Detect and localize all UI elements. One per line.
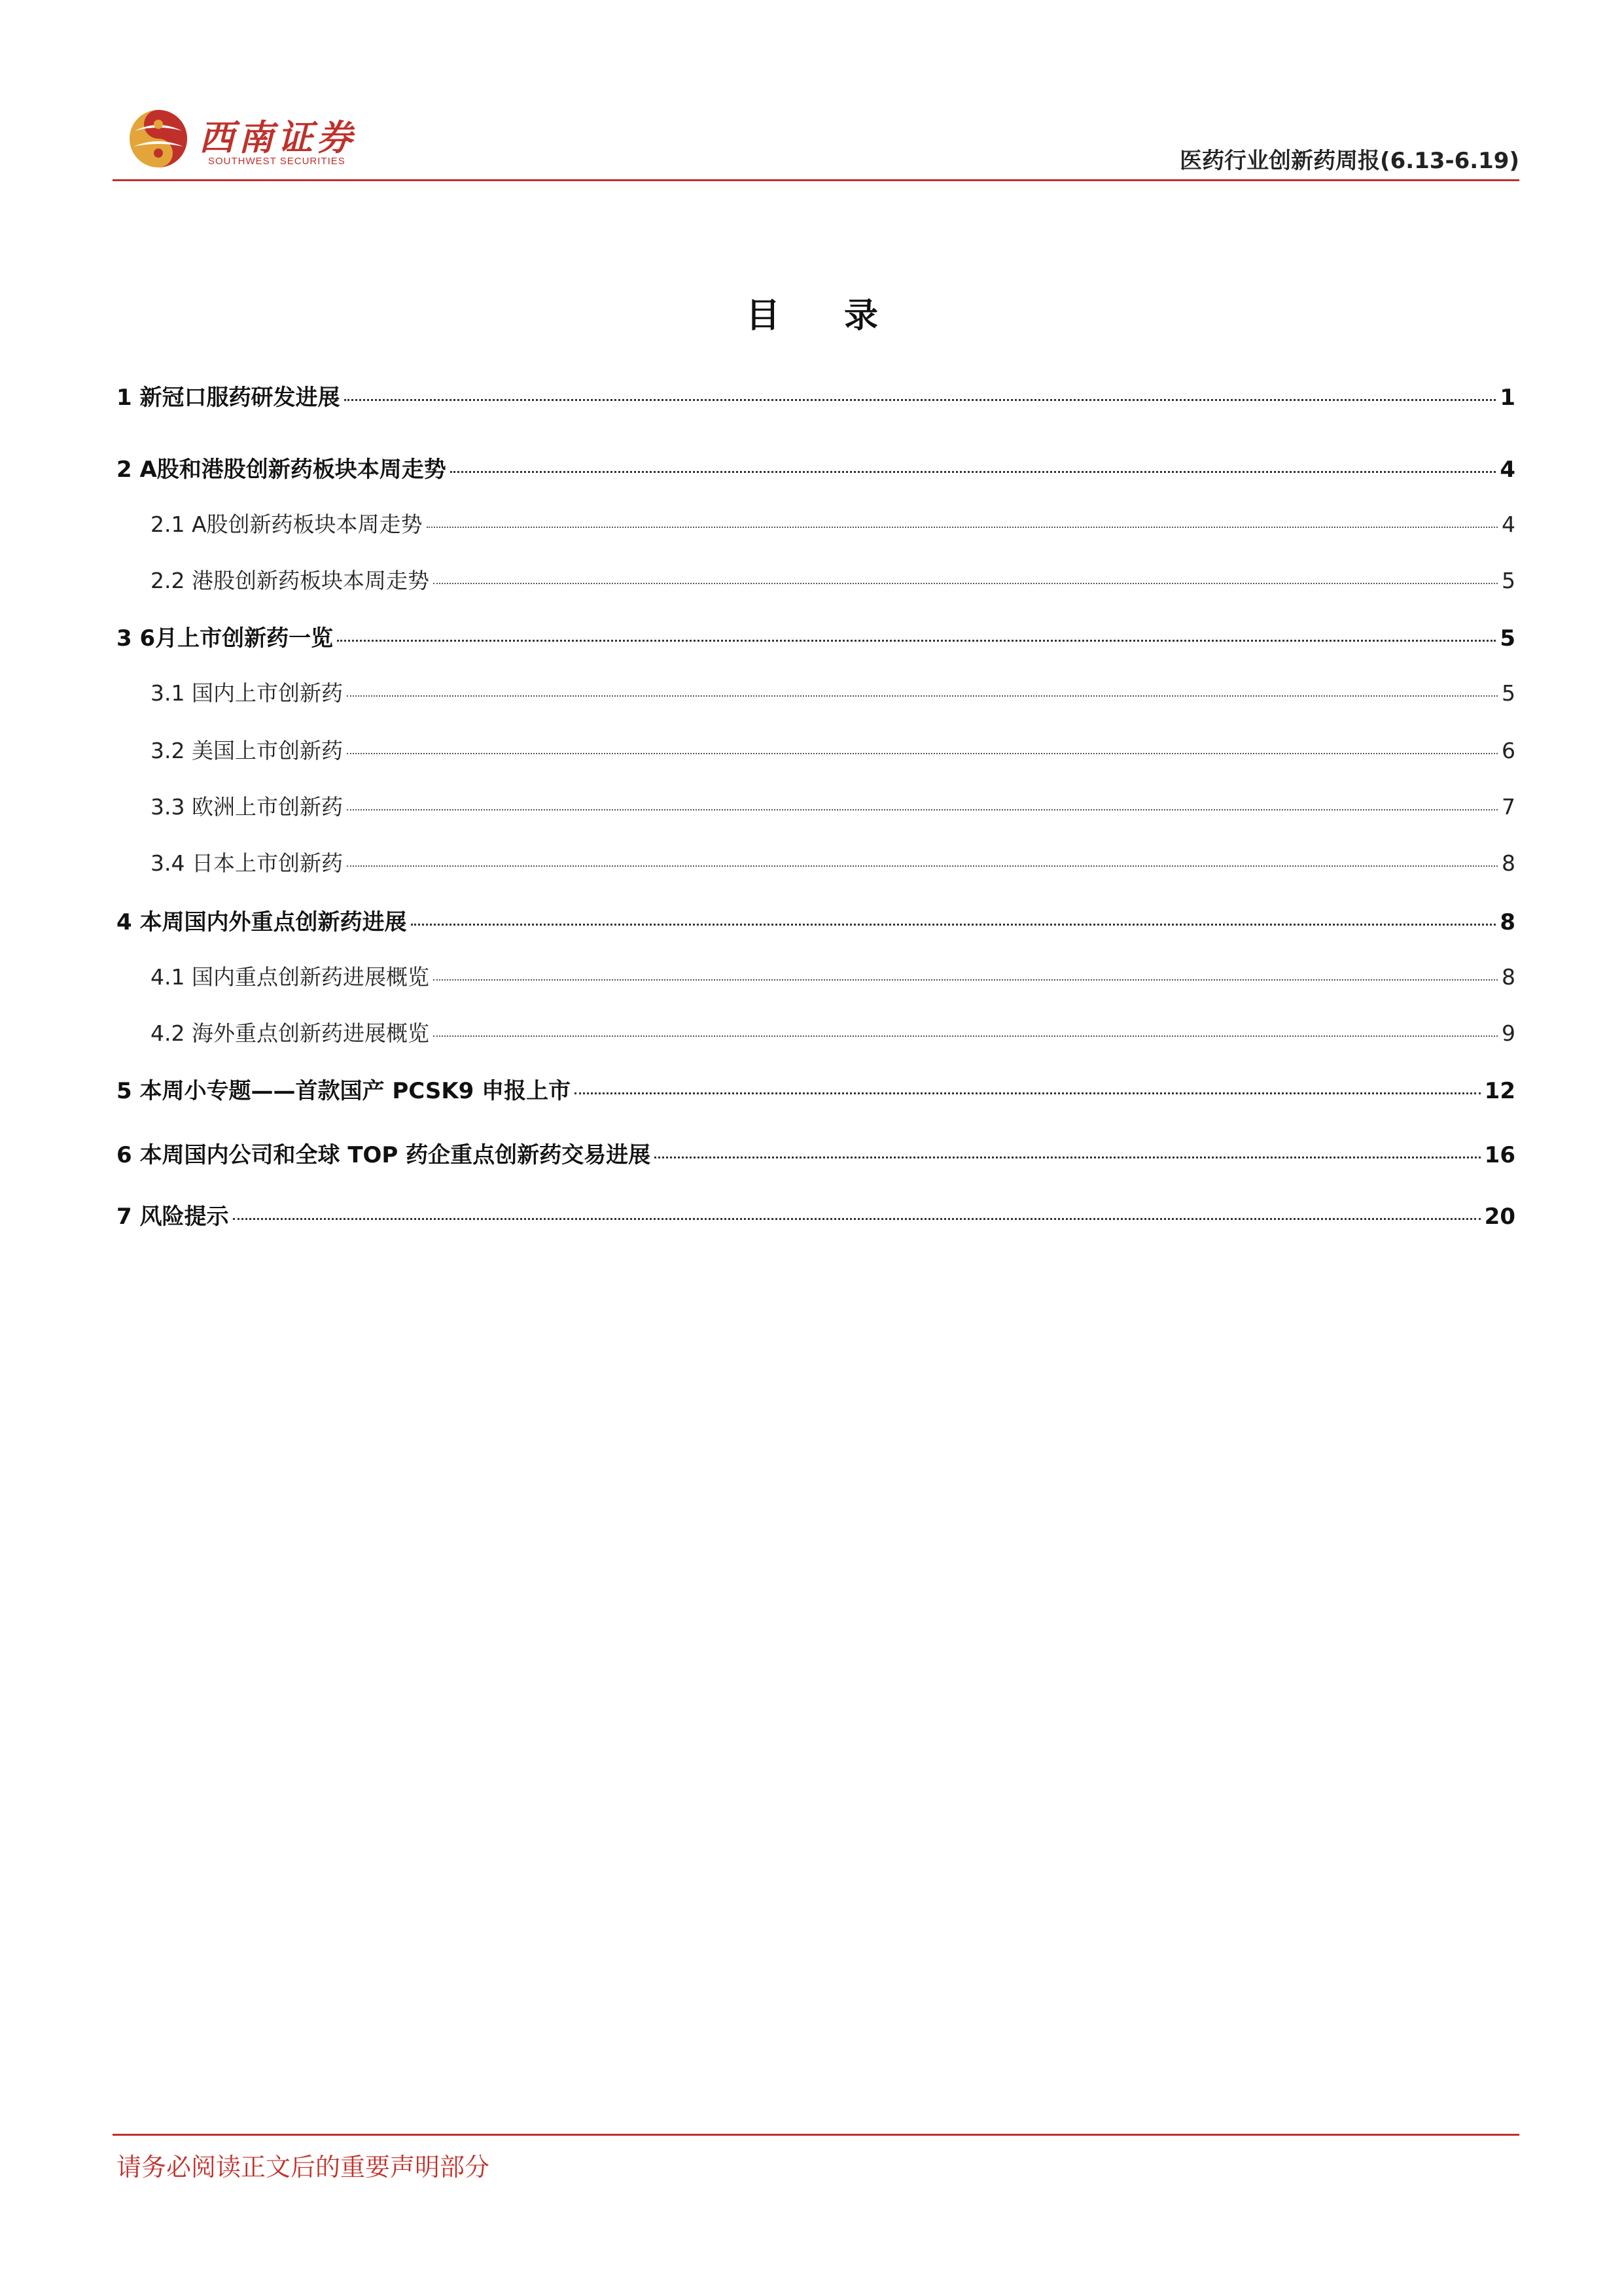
toc-entry-title: 3.4 日本上市创新药 xyxy=(150,850,343,876)
toc-entry-title: 3.3 欧洲上市创新药 xyxy=(150,794,343,820)
toc-dot-leader xyxy=(347,695,1498,697)
report-title: 医药行业创新药周报(6.13-6.19) xyxy=(1180,148,1519,174)
toc-dot-leader xyxy=(654,1157,1480,1158)
toc-entry-title: 2.2 港股创新药板块本周走势 xyxy=(150,568,429,593)
toc-entry-page-number: 16 xyxy=(1484,1142,1515,1168)
toc-entry-page-number: 4 xyxy=(1502,512,1515,537)
toc-entry-title: 4.2 海外重点创新药进展概览 xyxy=(150,1020,429,1046)
toc-dot-leader xyxy=(574,1092,1481,1094)
toc-entry-title: 4.1 国内重点创新药进展概览 xyxy=(150,964,429,990)
footer-disclaimer: 请务必阅读正文后的重要声明部分 xyxy=(116,2153,490,2182)
toc-entry[interactable] xyxy=(116,379,1515,411)
toc-entry[interactable] xyxy=(116,451,1515,483)
toc-entry-title: 3.2 美国上市创新药 xyxy=(150,738,343,763)
toc-dot-leader xyxy=(347,865,1498,867)
toc-entry-page-number: 5 xyxy=(1502,680,1515,706)
toc-entry-page-number: 20 xyxy=(1484,1204,1515,1230)
toc-entry-page-number: 8 xyxy=(1502,964,1515,990)
toc-entry[interactable] xyxy=(116,620,1515,652)
toc-entry-page-number: 8 xyxy=(1500,909,1515,935)
toc-entry[interactable] xyxy=(116,904,1515,935)
toc-dot-leader xyxy=(347,753,1498,754)
toc-dot-leader xyxy=(344,399,1496,401)
toc-entry[interactable] xyxy=(116,846,1515,878)
toc-dot-leader xyxy=(337,640,1496,642)
toc-dot-leader xyxy=(433,979,1498,981)
toc-entry[interactable] xyxy=(116,960,1515,992)
toc-dot-leader xyxy=(427,527,1498,528)
toc-entry[interactable] xyxy=(116,790,1515,822)
toc-dot-leader xyxy=(433,583,1498,584)
toc-entry[interactable] xyxy=(116,734,1515,765)
toc-entry-page-number: 5 xyxy=(1502,568,1515,593)
company-logo xyxy=(126,98,427,170)
toc-entry-title: 7 风险提示 xyxy=(116,1204,229,1230)
toc-dot-leader xyxy=(450,471,1496,473)
toc-entry-page-number: 5 xyxy=(1500,625,1515,652)
toc-entry-title: 2.1 A股创新药板块本周走势 xyxy=(150,512,423,537)
toc-entry-title: 3 6月上市创新药一览 xyxy=(116,625,334,652)
toc-entry-page-number: 8 xyxy=(1502,850,1515,876)
toc-entry[interactable] xyxy=(116,1017,1515,1048)
page-header xyxy=(113,92,1519,183)
toc-entry[interactable] xyxy=(116,676,1515,708)
toc-entry-title: 1 新冠口服药研发进展 xyxy=(116,385,340,411)
toc-dot-leader xyxy=(433,1035,1498,1037)
toc-entry-title: 4 本周国内外重点创新药进展 xyxy=(116,909,407,935)
toc-entry[interactable] xyxy=(116,564,1515,595)
toc-dot-leader xyxy=(411,924,1496,926)
toc-entry-page-number: 1 xyxy=(1500,385,1515,411)
logo-english-name: SOUTHWEST SECURITIES xyxy=(208,156,345,167)
toc-entry-page-number: 12 xyxy=(1484,1078,1515,1104)
toc-entry-title: 2 A股和港股创新药板块本周走势 xyxy=(116,457,446,483)
toc-entry[interactable] xyxy=(116,508,1515,539)
toc-entry-title: 5 本周小专题——首款国产 PCSK9 申报上市 xyxy=(116,1078,571,1104)
toc-entry[interactable] xyxy=(116,1137,1515,1168)
toc-dot-leader xyxy=(347,809,1498,810)
toc-dot-leader xyxy=(233,1218,1481,1220)
logo-chinese-name: 西南证券 xyxy=(199,116,356,158)
toc-entry-page-number: 7 xyxy=(1502,794,1515,820)
footer-divider xyxy=(113,2134,1519,2136)
toc-entry-title: 3.1 国内上市创新药 xyxy=(150,680,343,706)
header-divider xyxy=(113,179,1519,181)
toc-entry-page-number: 9 xyxy=(1502,1020,1515,1046)
toc-entry-title: 6 本周国内公司和全球 TOP 药企重点创新药交易进展 xyxy=(116,1142,651,1168)
toc-heading: 目 录 xyxy=(745,296,905,336)
toc-entry-page-number: 4 xyxy=(1500,457,1515,483)
toc-entry-page-number: 6 xyxy=(1502,738,1515,763)
toc-entry[interactable] xyxy=(116,1198,1515,1230)
toc-entry[interactable] xyxy=(116,1073,1515,1104)
company-logo-icon xyxy=(126,106,191,171)
